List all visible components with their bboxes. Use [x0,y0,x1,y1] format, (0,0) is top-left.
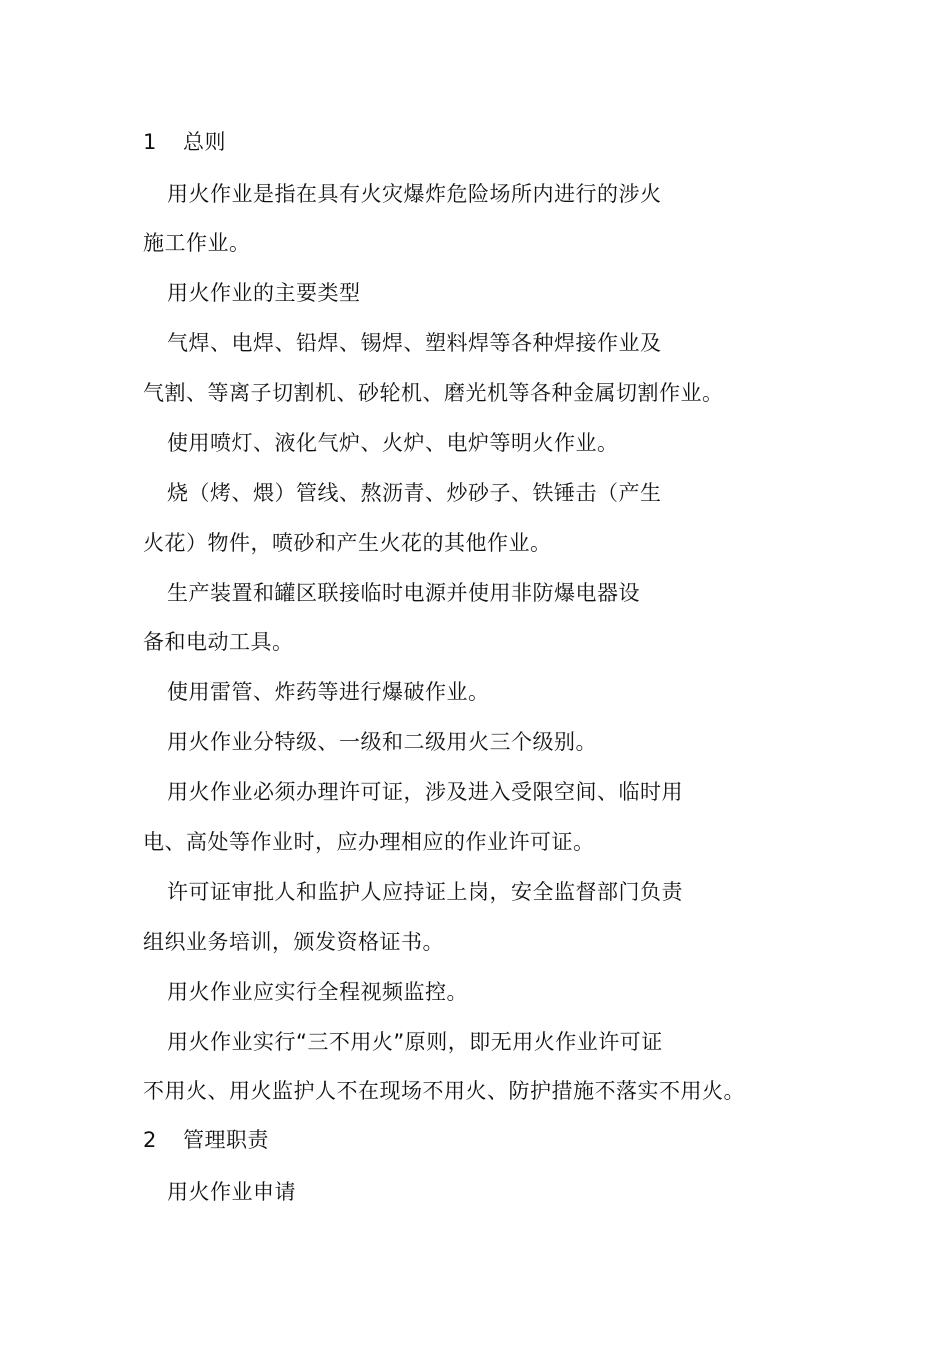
paragraph-line: 施工作业。 [143,231,251,255]
paragraph-line: 用火作业必须办理许可证，涉及进入受限空间、临时用 [167,780,683,804]
paragraph-line: 使用雷管、炸药等进行爆破作业。 [167,680,490,704]
section-number: 1 [143,130,157,154]
paragraph-line: 许可证审批人和监护人应持证上岗，安全监督部门负责 [167,880,683,904]
paragraph-line: 电、高处等作业时，应办理相应的作业许可证。 [143,830,595,854]
paragraph-line: 组织业务培训，颁发资格证书。 [143,930,444,954]
paragraph-line: 备和电动工具。 [143,630,294,654]
paragraph-line: 火花）物件，喷砂和产生火花的其他作业。 [143,531,552,555]
section-number: 2 [143,1128,157,1152]
section-title: 总则 [183,130,226,154]
section-title: 管理职责 [183,1128,269,1152]
paragraph-line: 用火作业是指在具有火灾爆炸危险场所内进行的涉火 [167,182,662,206]
paragraph-line: 生产装置和罐区联接临时电源并使用非防爆电器设 [167,581,640,605]
paragraph-line: 烧（烤、煨）管线、熬沥青、炒砂子、铁锤击（产生 [167,481,662,505]
section-heading [143,128,226,156]
paragraph-line: 用火作业分特级、一级和二级用火三个级别。 [167,730,597,754]
paragraph-line: 使用喷灯、液化气炉、火炉、电炉等明火作业。 [167,431,619,455]
paragraph-line: 气割、等离子切割机、砂轮机、磨光机等各种金属切割作业。 [143,381,724,405]
paragraph-line: 气焊、电焊、铅焊、锡焊、塑料焊等各种焊接作业及 [167,331,662,355]
paragraph-line: 用火作业实行“三不用火”原则，即无用火作业许可证 [167,1030,663,1054]
paragraph-line: 不用火、用火监护人不在现场不用火、防护措施不落实不用火。 [143,1079,745,1103]
paragraph-line: 用火作业申请 [167,1180,296,1204]
paragraph-line: 用火作业的主要类型 [167,281,361,305]
section-heading [143,1126,269,1154]
paragraph-line: 用火作业应实行全程视频监控。 [167,980,468,1004]
